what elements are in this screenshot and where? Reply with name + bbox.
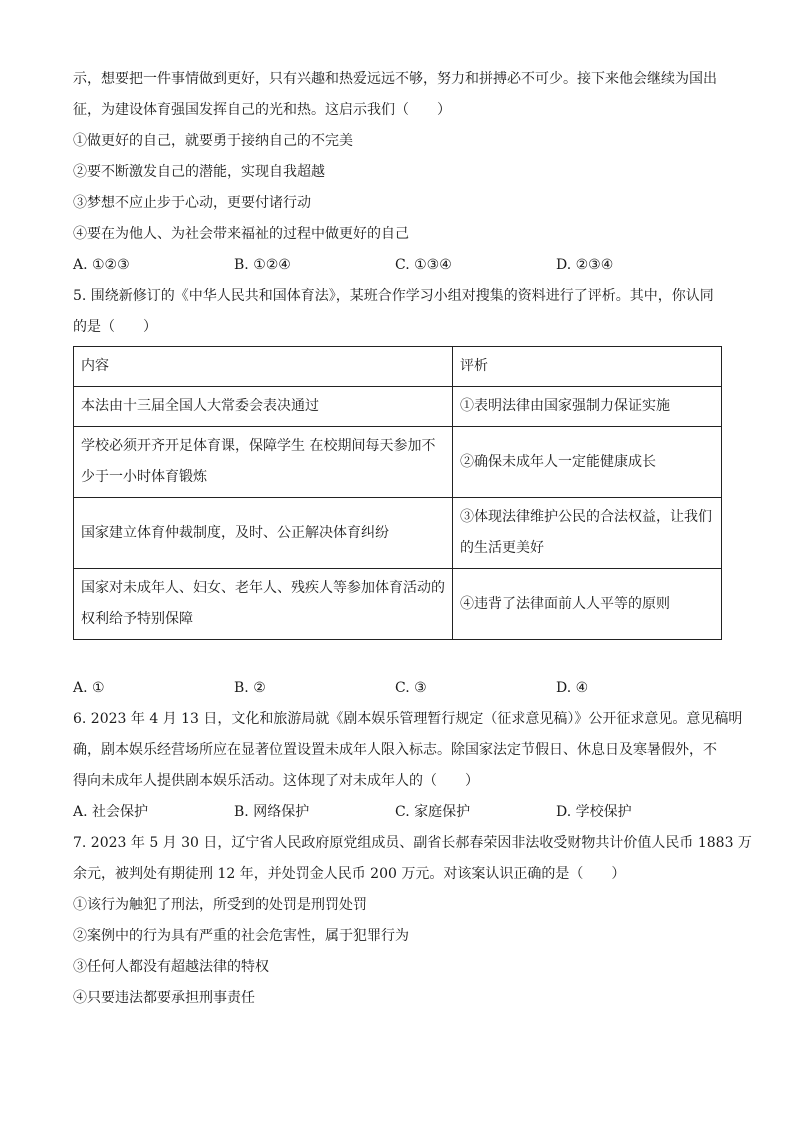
q4-option-a[interactable]: A. ①②③ <box>73 257 130 273</box>
q6-option-a[interactable]: A. 社会保护 <box>73 804 149 820</box>
table-spacer <box>73 640 723 673</box>
q5-option-b[interactable]: B. ② <box>234 680 266 696</box>
q6-option-b[interactable]: B. 网络保护 <box>234 804 310 820</box>
q7-statement-2: ②案例中的行为具有严重的社会危害性，属于犯罪行为 <box>73 928 409 944</box>
table-cell-evaluation: ③体现法律维护公民的合法权益，让我们的生活更美好 <box>453 498 722 569</box>
table-cell-content: 国家建立体育仲裁制度，及时、公正解决体育纠纷 <box>74 498 453 569</box>
q6-stem-line-1: 6. 2023 年 4 月 13 日，文化和旅游局就《剧本娱乐管理暂行规定（征求意见稿）》公开征求意见。意见稿明 <box>73 711 743 727</box>
table-header-evaluation: 评析 <box>453 347 722 387</box>
q7-statement-4: ④只要违法都要承担刑事责任 <box>73 990 255 1006</box>
q5-option-c[interactable]: C. ③ <box>395 680 427 696</box>
table-cell-content: 国家对未成年人、妇女、老年人、残疾人等参加体育活动的权利给予特别保障 <box>74 569 453 640</box>
table-cell-content: 本法由十三届全国人大常委会表决通过 <box>74 387 453 427</box>
q5-stem-line-2: 的是（ ） <box>73 319 157 335</box>
q6-option-d[interactable]: D. 学校保护 <box>556 804 632 820</box>
table-cell-evaluation: ①表明法律由国家强制力保证实施 <box>453 387 722 427</box>
table-cell-content: 学校必须开齐开足体育课，保障学生 在校期间每天参加不少于一小时体育锻炼 <box>74 427 453 498</box>
q4-options <box>73 250 723 281</box>
q7-stem-line-1: 7. 2023 年 5 月 30 日，辽宁省人民政府原党组成员、副省长郝春荣因非法收受财物共计价值人民币 1883 万 <box>73 835 752 851</box>
q5-stem-line-1: 5. 围绕新修订的《中华人民共和国体育法》，某班合作学习小组对搜集的资料进行了评析。其中，你认同 <box>73 288 714 304</box>
q6-option-c[interactable]: C. 家庭保护 <box>395 804 471 820</box>
table-row <box>74 498 722 569</box>
table-row <box>74 427 722 498</box>
q5-option-a[interactable]: A. ① <box>73 680 105 696</box>
q4-stem-line-2: 征，为建设体育强国发挥自己的光和热。这启示我们（ ） <box>73 102 451 118</box>
q7-statement-1: ①该行为触犯了刑法，所受到的处罚是刑罚处罚 <box>73 897 367 913</box>
q5-options <box>73 673 723 704</box>
q7-stem-line-2: 余元，被判处有期徒刑 12 年，并处罚金人民币 200 万元。对该案认识正确的是（ ） <box>73 866 626 882</box>
q4-option-b[interactable]: B. ①②④ <box>234 257 291 273</box>
q6-stem-line-3: 得向未成年人提供剧本娱乐活动。这体现了对未成年人的（ ） <box>73 773 479 789</box>
q5-table <box>73 346 722 640</box>
exam-page <box>73 64 752 1014</box>
q4-statement-1: ①做更好的自己，就要勇于接纳自己的不完美 <box>73 133 353 149</box>
table-row <box>74 569 722 640</box>
q7-statement-3: ③任何人都没有超越法律的特权 <box>73 959 269 975</box>
q4-statement-4: ④要在为他人、为社会带来福祉的过程中做更好的自己 <box>73 226 409 242</box>
table-cell-evaluation: ④违背了法律面前人人平等的原则 <box>453 569 722 640</box>
table-row <box>74 387 722 427</box>
q4-option-c[interactable]: C. ①③④ <box>395 257 452 273</box>
q6-stem-line-2: 确，剧本娱乐经营场所应在显著位置设置未成年人限入标志。除国家法定节假日、休息日及寒暑假外，不 <box>73 742 717 758</box>
table-header-content: 内容 <box>74 347 453 387</box>
table-header-row <box>74 347 722 387</box>
q6-options <box>73 797 723 828</box>
q4-statement-2: ②要不断激发自己的潜能，实现自我超越 <box>73 164 325 180</box>
q4-stem-line-1: 示，想要把一件事情做到更好，只有兴趣和热爱远远不够，努力和拼搏必不可少。接下来他会继续为国出 <box>73 71 717 87</box>
table-cell-evaluation: ②确保未成年人一定能健康成长 <box>453 427 722 498</box>
q5-option-d[interactable]: D. ④ <box>556 680 589 696</box>
q4-option-d[interactable]: D. ②③④ <box>556 257 614 273</box>
q4-statement-3: ③梦想不应止步于心动，更要付诸行动 <box>73 195 311 211</box>
